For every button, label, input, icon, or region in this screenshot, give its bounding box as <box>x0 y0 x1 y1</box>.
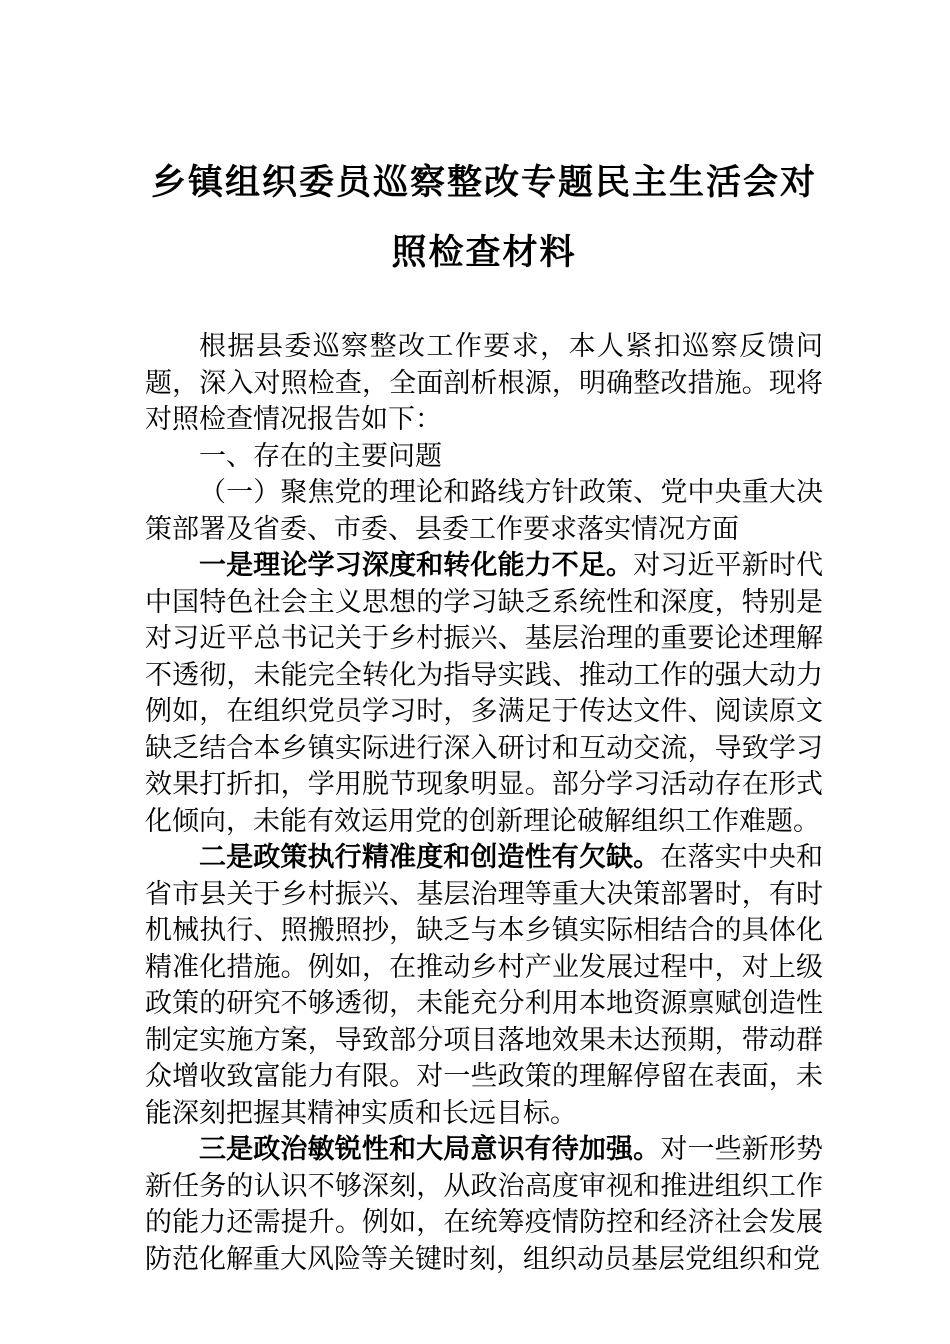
paragraph-lead: 二是政策执行精准度和创造性有欠缺。 <box>199 842 661 872</box>
paragraph-text: 在落实中央和省市县关于乡村振兴、基层治理等重大决策部署时，有时机械执行、照搬照抄，缺乏与本乡镇实际相结合的具体化精准化措施。例如，在推动乡村产业发展过程中，对上级政策的研究不够透彻，未能充分利用本地资源禀赋创造性制定实施方案，导致部分项目落地效果未达预期，带动群众增收致富能力有限。对一些政策的理解停留在表面，未能深刻把握其精神实质和长远目标。 <box>145 842 824 1128</box>
paragraph-lead: 一是理论学习深度和转化能力不足。 <box>199 550 634 580</box>
subsection-heading-text: （一）聚焦党的理论和路线方针政策、党中央重大决策部署及省委、市委、县委工作要求落实情况方面 <box>145 477 823 544</box>
subsection-heading-theory-policy <box>145 474 823 547</box>
paragraph-intro <box>145 328 823 438</box>
paragraph-problem-2 <box>145 839 823 1131</box>
section-heading-main-problems <box>145 438 823 475</box>
paragraph-lead: 三是政治敏锐性和大局意识有待加强。 <box>199 1134 661 1164</box>
document-title: 乡镇组织委员巡察整改专题民主生活会对照检查材料 <box>150 163 817 272</box>
paragraph-text: 对习近平新时代中国特色社会主义思想的学习缺乏系统性和深度，特别是对习近平总书记关于乡村振兴、基层治理的重要论述理解不透彻，未能完全转化为指导实践、推动工作的强大动力例如，在组织党员学习时，多满足于传达文件、阅读原文缺乏结合本乡镇实际进行深入研讨和互动交流，导致学习效果打折扣，学用脱节现象明显。部分学习活动存在形式化倾向，未能有效运用党的创新理论破解组织工作难题。 <box>145 550 824 836</box>
section-heading-text: 一、存在的主要问题 <box>199 440 442 471</box>
paragraph-text: 根据县委巡察整改工作要求，本人紧扣巡察反馈问题，深入对照检查，全面剖析根源，明确整改措施。现将对照检查情况报告如下： <box>145 331 823 434</box>
paragraph-problem-1 <box>145 547 823 839</box>
paragraph-problem-3 <box>145 1131 823 1277</box>
paragraph-text: 对一些新形势新任务的认识不够深刻，从政治高度审视和推进组织工作的能力还需提升。例如，在统筹疫情防控和经济社会发展防范化解重大风险等关键时刻，组织动员基层党组织和党 <box>145 1134 824 1274</box>
